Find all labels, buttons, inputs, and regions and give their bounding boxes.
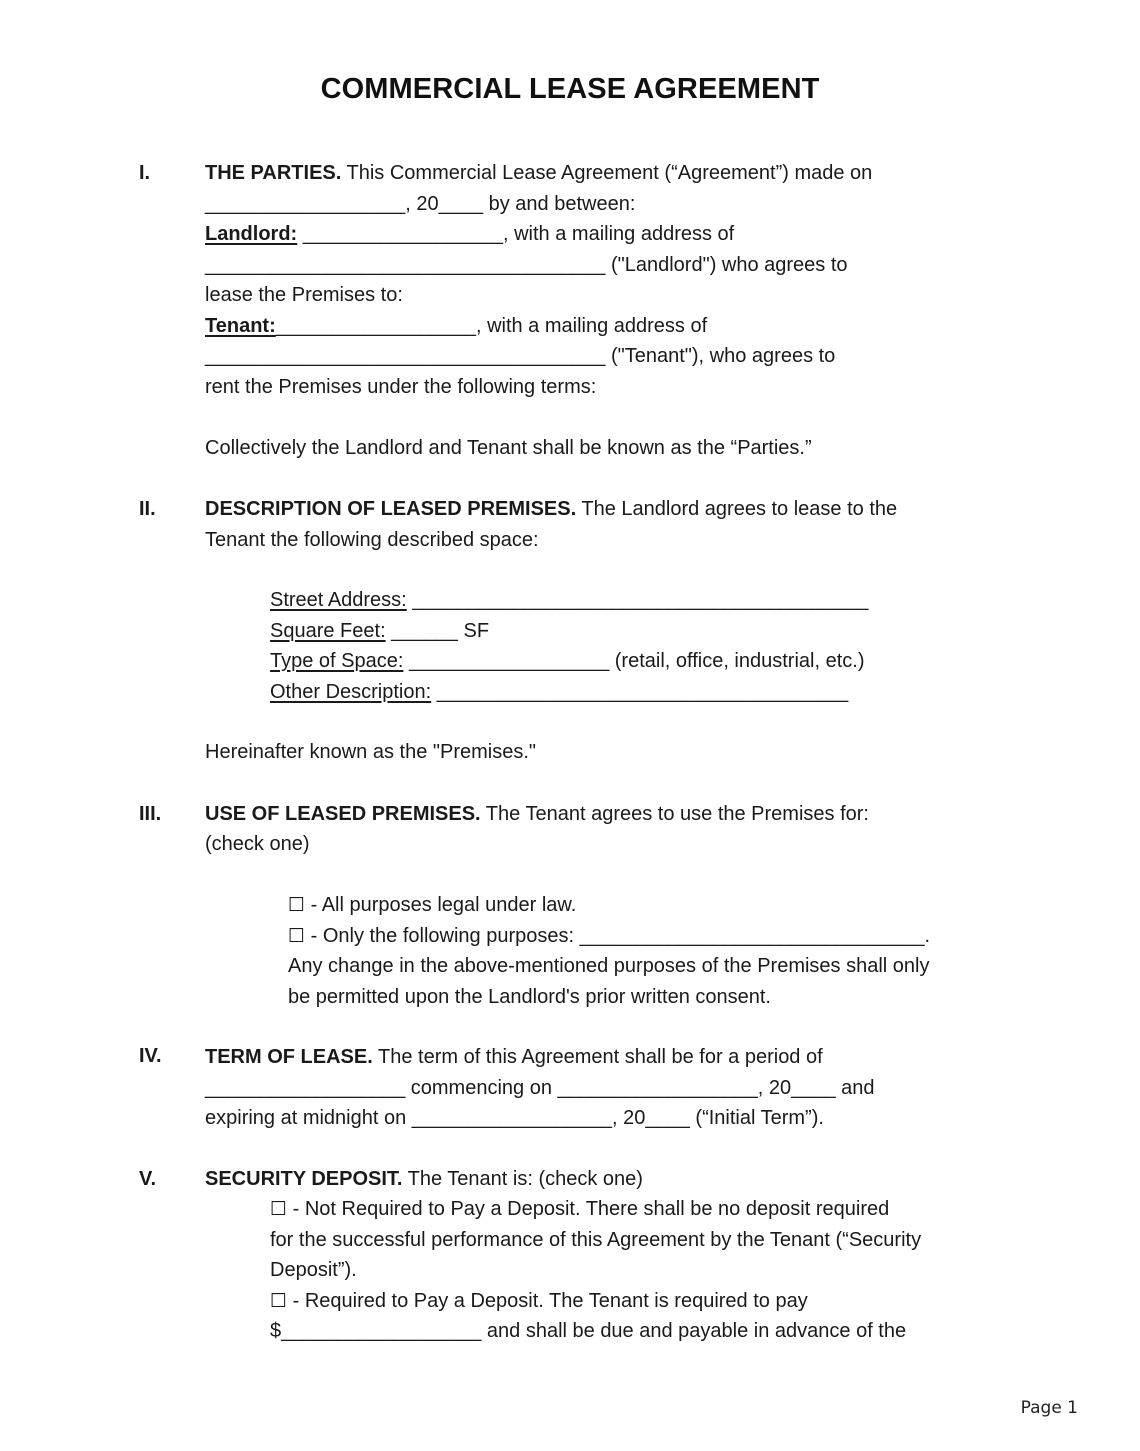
- text-line: Collectively the Landlord and Tenant shall be known as the “Parties.”: [205, 437, 812, 459]
- option-label: - Required to Pay a Deposit. The Tenant is required to pay: [287, 1290, 808, 1312]
- section-number: V.: [139, 1168, 157, 1190]
- text-line: be permitted upon the Landlord's prior written consent.: [288, 986, 771, 1008]
- other-description-label: Other Description:: [270, 681, 432, 703]
- text-line: (check one): [205, 833, 310, 855]
- checkbox-icon[interactable]: ☐: [288, 894, 306, 916]
- text-line: Tenant the following described space:: [205, 529, 539, 551]
- tenant-label: Tenant:: [205, 315, 276, 337]
- option-label: - Not Required to Pay a Deposit. There shall be no deposit required: [287, 1198, 890, 1220]
- other-description-line: [270, 680, 848, 704]
- street-address-line: [270, 588, 868, 612]
- square-feet-label: Square Feet:: [270, 620, 386, 642]
- checkbox-icon[interactable]: ☐: [288, 925, 306, 947]
- text-line: Deposit”).: [270, 1259, 357, 1281]
- text-span: __________________, with a mailing address of: [297, 223, 735, 245]
- checkbox-icon[interactable]: ☐: [270, 1198, 288, 1220]
- section-heading: SECURITY DEPOSIT.: [205, 1168, 403, 1190]
- tenant-line: [205, 314, 707, 338]
- section-text-line: [205, 802, 869, 826]
- checkbox-icon[interactable]: ☐: [270, 1290, 288, 1312]
- tenant-address-line: ____________________________________ ("Tenant"), who agrees to: [205, 345, 836, 367]
- option-line: [288, 893, 576, 917]
- text-span: The Landlord agrees to lease to the: [576, 498, 898, 520]
- text-line: Hereinafter known as the "Premises.": [205, 741, 537, 763]
- text-line: for the successful performance of this Agreement by the Tenant (“Security: [270, 1229, 922, 1251]
- blank-field: _____________________________________: [431, 681, 849, 703]
- section-text-line: [205, 161, 872, 185]
- text-line: Any change in the above-mentioned purposes of the Premises shall only: [288, 955, 930, 977]
- landlord-address-line: ____________________________________ ("Landlord") who agrees to: [205, 254, 848, 276]
- blank-field: ______ SF: [385, 620, 490, 642]
- blank-field: __________________ (retail, office, industrial, etc.): [403, 650, 865, 672]
- section-text-line: [205, 497, 897, 521]
- square-feet-line: [270, 619, 489, 643]
- document-title: COMMERCIAL LEASE AGREEMENT: [320, 73, 820, 105]
- text-span: The Tenant is: (check one): [402, 1168, 643, 1190]
- text-line: $__________________ and shall be due and payable in advance of the: [270, 1320, 907, 1342]
- type-of-space-label: Type of Space:: [270, 650, 404, 672]
- text-line: expiring at midnight on __________________, 20____ (“Initial Term”).: [205, 1107, 824, 1129]
- option-label: - All purposes legal under law.: [305, 894, 577, 916]
- section-text-line: [205, 1045, 823, 1069]
- page-number: Page 1: [1020, 1398, 1078, 1418]
- landlord-label: Landlord:: [205, 223, 298, 245]
- section-number: IV.: [139, 1045, 162, 1067]
- option-label: - Only the following purposes: _______________________________.: [305, 925, 930, 947]
- text-line: __________________ commencing on __________________, 20____ and: [205, 1077, 875, 1099]
- text-span: __________________, with a mailing address of: [275, 315, 708, 337]
- street-address-label: Street Address:: [270, 589, 407, 611]
- section-number: II.: [139, 498, 156, 520]
- option-line: [270, 1197, 889, 1221]
- section-text-line: [205, 1167, 643, 1191]
- landlord-line: [205, 222, 734, 246]
- section-heading: USE OF LEASED PREMISES.: [205, 803, 481, 825]
- text-line: lease the Premises to:: [205, 284, 403, 306]
- date-line: __________________, 20____ by and between:: [205, 193, 636, 215]
- text-span: The Tenant agrees to use the Premises for:: [480, 803, 869, 825]
- section-heading: TERM OF LEASE.: [205, 1046, 373, 1068]
- type-of-space-line: [270, 649, 864, 673]
- section-number: III.: [139, 803, 162, 825]
- section-heading: THE PARTIES.: [205, 162, 342, 184]
- text-line: rent the Premises under the following terms:: [205, 376, 597, 398]
- section-number: I.: [139, 162, 151, 184]
- option-line: [288, 924, 930, 948]
- option-line: [270, 1289, 808, 1313]
- section-heading: DESCRIPTION OF LEASED PREMISES.: [205, 498, 577, 520]
- text-span: The term of this Agreement shall be for a period of: [372, 1046, 823, 1068]
- blank-field: _________________________________________: [406, 589, 869, 611]
- text-span: This Commercial Lease Agreement (“Agreement”) made on: [341, 162, 873, 184]
